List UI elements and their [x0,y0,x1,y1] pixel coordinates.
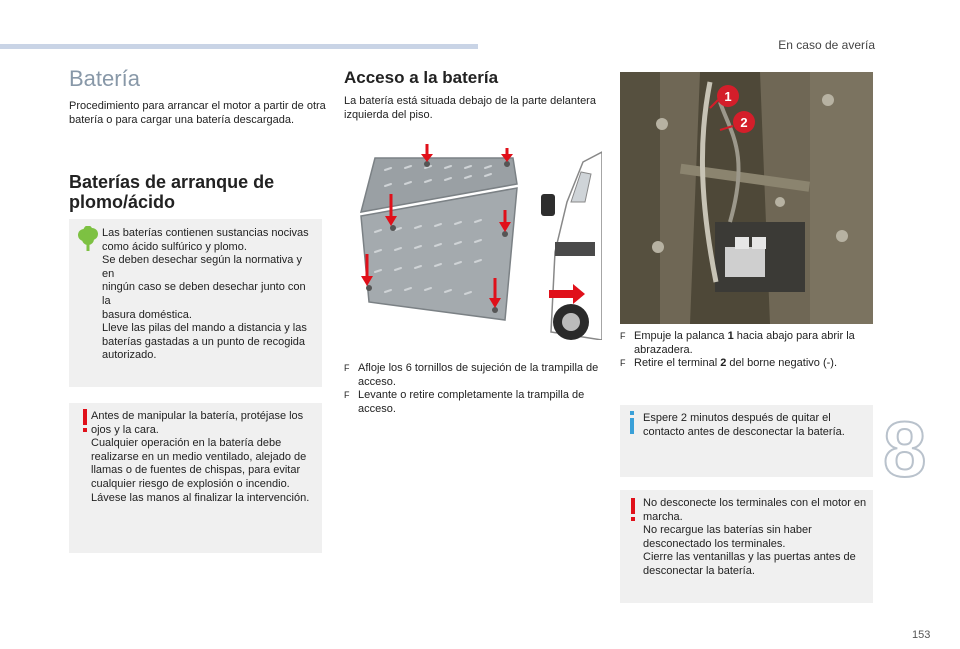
warning-box-left [69,403,322,553]
header-bar [0,44,478,49]
warning-text-right: No desconecte los terminales con el motor en marcha. No recargue las baterías sin haber desconectado los terminales. Cierre las ventanillas y las puertas antes de desconectar la batería. [643,497,867,577]
subtitle: Baterías de arranque de plomo/ácido [69,172,275,212]
warning-icon [81,409,89,433]
step-remove-terminal: F Retire el terminal 2 del borne negativo (-). [620,357,837,369]
info-text: Espere 2 minutos después de quitar el contacto antes de desconectar la batería. [643,412,845,438]
callout-1: 1 [724,89,732,104]
callout-2: 2 [740,115,748,130]
step-remove-hatch: F Levante o retire completamente la trampilla de acceso. [344,389,585,415]
intro-text: Procedimiento para arrancar el motor a partir de otra batería o para cargar una batería descargada. [69,100,326,126]
step-push-lever: F Empuje la palanca 1 hacia abajo para abrir la abrazadera. [620,330,855,356]
bullet-icon: F [344,363,350,373]
battery-terminal-photo [620,72,873,324]
eco-note-text: Las baterías contienen sustancias nocivas como ácido sulfúrico y plomo. Se deben desechar según la normativa y en ningún caso se deben desechar junto con la basura doméstica. Lleve las pilas del mando a distancia y las baterías gastadas a un punto de recogida autorizado. [102,227,309,362]
page-title: Batería [69,66,140,91]
floor-hatch-illustration [345,142,602,340]
access-title: Acceso a la batería [344,68,499,87]
info-box [620,405,873,477]
warning-box-right [620,490,873,603]
info-icon [627,411,637,435]
step-loosen-screws: F Afloje los 6 tornillos de sujeción de la trampilla de acceso. [344,362,599,388]
eco-note-box [69,219,322,387]
warning-text-left: Antes de manipular la batería, protéjase los ojos y la cara. Cualquier operación en la batería debe realizarse en un medio ventilado, alejado de llamas o de fuentes de chispas, para evitar cualquier riesgo de explosión o incendio. Lávese las manos al finalizar la intervención. [91,410,310,504]
bullet-icon: F [620,358,626,368]
chapter-number: 8 [883,405,927,493]
warning-icon [629,498,637,522]
section-title: En caso de avería [778,38,875,52]
bullet-icon: F [344,390,350,400]
eco-tree-icon [77,226,99,252]
page-number: 153 [912,629,931,641]
access-intro: La batería está situada debajo de la parte delantera izquierda del piso. [344,95,596,121]
bullet-icon: F [620,331,626,341]
